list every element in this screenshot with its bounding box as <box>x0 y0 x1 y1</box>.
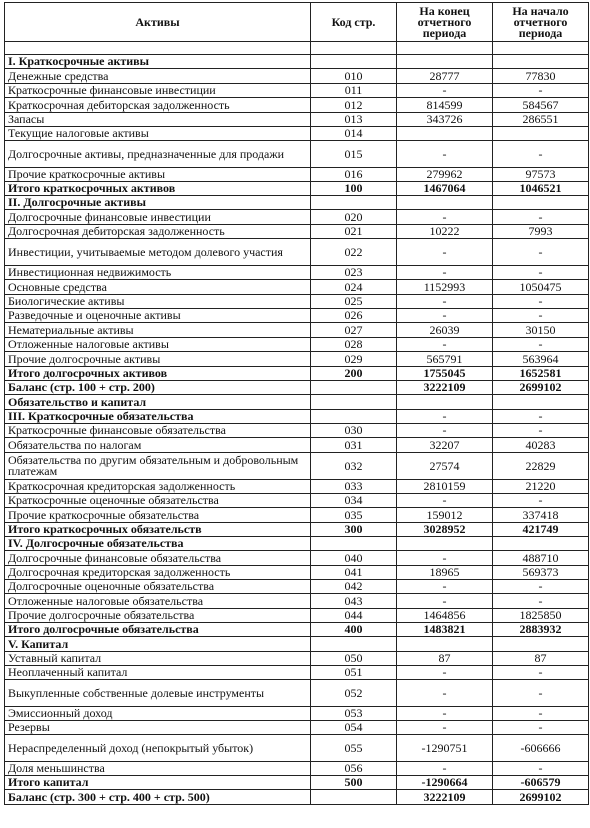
row-name-cell: Выкупленные собственные долевые инструменты <box>5 680 311 707</box>
table-row <box>5 395 589 410</box>
row-end-period-cell: 18965 <box>397 566 493 580</box>
table-row <box>5 127 589 141</box>
row-code-cell: 054 <box>311 721 397 735</box>
row-end-period-cell <box>397 196 493 210</box>
row-start-period-cell: 22829 <box>493 453 589 480</box>
row-start-period-cell: 421749 <box>493 523 589 537</box>
row-start-period-cell: - <box>493 410 589 424</box>
row-code-cell: 025 <box>311 295 397 309</box>
table-header-row <box>5 3 589 42</box>
balance-sheet-table <box>4 2 589 805</box>
spacer-cell <box>5 42 311 55</box>
row-start-period-cell: - <box>493 338 589 352</box>
table-row <box>5 309 589 323</box>
row-code-cell: 021 <box>311 225 397 239</box>
row-start-period-cell <box>493 537 589 551</box>
row-name-cell: Обязательства по другим обязательным и добровольным платежам <box>5 453 311 480</box>
row-start-period-cell: 1825850 <box>493 609 589 623</box>
row-name-cell: Доля меньшинства <box>5 762 311 776</box>
row-code-cell: 030 <box>311 424 397 438</box>
row-start-period-cell: - <box>493 210 589 225</box>
row-code-cell: 012 <box>311 98 397 113</box>
row-end-period-cell: - <box>397 707 493 721</box>
row-code-cell: 010 <box>311 69 397 84</box>
row-end-period-cell: 3028952 <box>397 523 493 537</box>
row-start-period-cell <box>493 395 589 410</box>
row-code-cell: 035 <box>311 508 397 523</box>
table-row <box>5 84 589 98</box>
row-code-cell <box>311 537 397 551</box>
table-row <box>5 735 589 762</box>
row-name-cell: Биологические активы <box>5 295 311 309</box>
row-code-cell <box>311 395 397 410</box>
row-code-cell: 016 <box>311 168 397 182</box>
row-end-period-cell: - <box>397 494 493 508</box>
table-row <box>5 239 589 266</box>
row-name-cell: Итого долгосрочные обязательства <box>5 623 311 637</box>
row-start-period-cell <box>493 196 589 210</box>
row-end-period-cell: - <box>397 410 493 424</box>
row-name-cell: Долгосрочные активы, предназначенные для продажи <box>5 141 311 168</box>
header-assets: Активы <box>5 3 311 42</box>
row-name-cell: Неоплаченный капитал <box>5 666 311 680</box>
table-row <box>5 182 589 196</box>
row-start-period-cell: 286551 <box>493 113 589 127</box>
row-start-period-cell <box>493 637 589 652</box>
row-name-cell: Обязательство и капитал <box>5 395 311 410</box>
row-end-period-cell <box>397 637 493 652</box>
table-row <box>5 551 589 566</box>
row-end-period-cell: - <box>397 594 493 609</box>
row-code-cell: 040 <box>311 551 397 566</box>
row-name-cell: IV. Долгосрочные обязательства <box>5 537 311 551</box>
spacer-cell <box>493 42 589 55</box>
row-name-cell: Итого капитал <box>5 776 311 790</box>
table-row <box>5 113 589 127</box>
table-row <box>5 98 589 113</box>
row-code-cell: 033 <box>311 480 397 494</box>
spacer-cell <box>397 42 493 55</box>
row-code-cell <box>311 55 397 69</box>
row-start-period-cell: 21220 <box>493 480 589 494</box>
row-name-cell: Инвестиции, учитываемые методом долевого участия <box>5 239 311 266</box>
row-end-period-cell: - <box>397 666 493 680</box>
table-row <box>5 55 589 69</box>
row-start-period-cell: 337418 <box>493 508 589 523</box>
row-end-period-cell: 3222109 <box>397 381 493 395</box>
row-name-cell: Отложенные налоговые обязательства <box>5 594 311 609</box>
row-code-cell: 024 <box>311 280 397 295</box>
row-name-cell: Долгосрочная дебиторская задолженность <box>5 225 311 239</box>
row-code-cell: 015 <box>311 141 397 168</box>
row-code-cell: 013 <box>311 113 397 127</box>
row-start-period-cell: 97573 <box>493 168 589 182</box>
row-name-cell: Краткосрочные финансовые обязательства <box>5 424 311 438</box>
table-row <box>5 168 589 182</box>
row-end-period-cell: -1290664 <box>397 776 493 790</box>
row-code-cell: 034 <box>311 494 397 508</box>
row-start-period-cell: 569373 <box>493 566 589 580</box>
row-code-cell: 041 <box>311 566 397 580</box>
row-end-period-cell: 343726 <box>397 113 493 127</box>
row-code-cell: 023 <box>311 266 397 280</box>
row-name-cell: Долгосрочные финансовые обязательства <box>5 551 311 566</box>
table-row <box>5 790 589 805</box>
table-row <box>5 594 589 609</box>
row-start-period-cell: - <box>493 680 589 707</box>
table-row <box>5 680 589 707</box>
row-end-period-cell: -1290751 <box>397 735 493 762</box>
row-end-period-cell: 1755045 <box>397 367 493 381</box>
row-name-cell: Краткосрочная дебиторская задолженность <box>5 98 311 113</box>
table-row <box>5 424 589 438</box>
table-row <box>5 508 589 523</box>
table-row <box>5 266 589 280</box>
row-code-cell: 014 <box>311 127 397 141</box>
row-code-cell: 056 <box>311 762 397 776</box>
row-end-period-cell: - <box>397 141 493 168</box>
row-name-cell: Краткосрочные финансовые инвестиции <box>5 84 311 98</box>
row-end-period-cell: - <box>397 338 493 352</box>
row-name-cell: Отложенные налоговые активы <box>5 338 311 352</box>
table-row <box>5 323 589 338</box>
table-row <box>5 438 589 453</box>
row-end-period-cell <box>397 395 493 410</box>
row-end-period-cell: 159012 <box>397 508 493 523</box>
row-end-period-cell: - <box>397 721 493 735</box>
row-start-period-cell: 2699102 <box>493 790 589 805</box>
row-end-period-cell <box>397 127 493 141</box>
row-name-cell: Нематериальные активы <box>5 323 311 338</box>
row-start-period-cell: - <box>493 266 589 280</box>
row-code-cell <box>311 790 397 805</box>
header-start-period: На начало отчетного периода <box>493 3 589 42</box>
row-start-period-cell: 77830 <box>493 69 589 84</box>
row-code-cell: 100 <box>311 182 397 196</box>
table-row <box>5 367 589 381</box>
table-row <box>5 494 589 508</box>
row-start-period-cell <box>493 55 589 69</box>
row-code-cell: 051 <box>311 666 397 680</box>
row-start-period-cell: - <box>493 239 589 266</box>
table-row <box>5 609 589 623</box>
row-start-period-cell: 2699102 <box>493 381 589 395</box>
row-name-cell: III. Краткосрочные обязательства <box>5 410 311 424</box>
row-code-cell: 026 <box>311 309 397 323</box>
row-code-cell: 052 <box>311 680 397 707</box>
row-code-cell: 200 <box>311 367 397 381</box>
row-start-period-cell: - <box>493 580 589 594</box>
row-name-cell: Уставный капитал <box>5 652 311 666</box>
row-name-cell: Денежные средства <box>5 69 311 84</box>
row-code-cell <box>311 410 397 424</box>
table-row <box>5 338 589 352</box>
row-start-period-cell: - <box>493 762 589 776</box>
row-start-period-cell: 30150 <box>493 323 589 338</box>
row-name-cell: Краткосрочная кредиторская задолженность <box>5 480 311 494</box>
row-end-period-cell: 27574 <box>397 453 493 480</box>
row-end-period-cell: 32207 <box>397 438 493 453</box>
row-start-period-cell: 1046521 <box>493 182 589 196</box>
row-code-cell: 031 <box>311 438 397 453</box>
row-name-cell: Долгосрочная кредиторская задолженность <box>5 566 311 580</box>
table-row <box>5 69 589 84</box>
table-row <box>5 280 589 295</box>
row-start-period-cell: -606579 <box>493 776 589 790</box>
row-start-period-cell <box>493 127 589 141</box>
row-name-cell: Итого краткосрочных активов <box>5 182 311 196</box>
row-end-period-cell <box>397 55 493 69</box>
table-row <box>5 652 589 666</box>
table-row <box>5 721 589 735</box>
table-row <box>5 637 589 652</box>
row-name-cell: Баланс (стр. 100 + стр. 200) <box>5 381 311 395</box>
row-start-period-cell: -606666 <box>493 735 589 762</box>
row-name-cell: I. Краткосрочные активы <box>5 55 311 69</box>
header-code: Код стр. <box>311 3 397 42</box>
row-start-period-cell: 87 <box>493 652 589 666</box>
row-name-cell: Прочие краткосрочные обязательства <box>5 508 311 523</box>
row-name-cell: Итого краткосрочных обязательств <box>5 523 311 537</box>
row-end-period-cell: 28777 <box>397 69 493 84</box>
row-code-cell: 032 <box>311 453 397 480</box>
table-row <box>5 776 589 790</box>
row-end-period-cell: - <box>397 295 493 309</box>
row-code-cell: 053 <box>311 707 397 721</box>
row-name-cell: Долгосрочные финансовые инвестиции <box>5 210 311 225</box>
row-code-cell <box>311 381 397 395</box>
table-row <box>5 666 589 680</box>
row-end-period-cell: - <box>397 266 493 280</box>
row-end-period-cell <box>397 537 493 551</box>
row-start-period-cell: 2883932 <box>493 623 589 637</box>
row-code-cell <box>311 196 397 210</box>
table-header-spacer-row <box>5 42 589 55</box>
row-start-period-cell: - <box>493 707 589 721</box>
row-code-cell: 043 <box>311 594 397 609</box>
row-end-period-cell: 814599 <box>397 98 493 113</box>
row-name-cell: Нераспределенный доход (непокрытый убыток) <box>5 735 311 762</box>
row-code-cell: 029 <box>311 352 397 367</box>
row-name-cell: Разведочные и оценочные активы <box>5 309 311 323</box>
row-end-period-cell: 565791 <box>397 352 493 367</box>
row-name-cell: V. Капитал <box>5 637 311 652</box>
table-row <box>5 580 589 594</box>
row-code-cell: 011 <box>311 84 397 98</box>
row-name-cell: Эмиссионный доход <box>5 707 311 721</box>
row-name-cell: Итого долгосрочных активов <box>5 367 311 381</box>
row-start-period-cell: 1050475 <box>493 280 589 295</box>
table-row <box>5 707 589 721</box>
row-code-cell: 300 <box>311 523 397 537</box>
row-code-cell: 022 <box>311 239 397 266</box>
row-name-cell: Основные средства <box>5 280 311 295</box>
row-name-cell: Запасы <box>5 113 311 127</box>
row-name-cell: Краткосрочные оценочные обязательства <box>5 494 311 508</box>
row-end-period-cell: 279962 <box>397 168 493 182</box>
row-end-period-cell: 1483821 <box>397 623 493 637</box>
row-name-cell: Прочие долгосрочные обязательства <box>5 609 311 623</box>
row-end-period-cell: 1464856 <box>397 609 493 623</box>
table-row <box>5 480 589 494</box>
row-name-cell: Баланс (стр. 300 + стр. 400 + стр. 500) <box>5 790 311 805</box>
row-end-period-cell: - <box>397 680 493 707</box>
table-row <box>5 381 589 395</box>
row-code-cell: 055 <box>311 735 397 762</box>
table-row <box>5 410 589 424</box>
table-row <box>5 295 589 309</box>
row-start-period-cell: - <box>493 424 589 438</box>
row-name-cell: Прочие долгосрочные активы <box>5 352 311 367</box>
row-end-period-cell: - <box>397 580 493 594</box>
row-start-period-cell: 7993 <box>493 225 589 239</box>
row-code-cell <box>311 637 397 652</box>
row-code-cell: 020 <box>311 210 397 225</box>
row-name-cell: II. Долгосрочные активы <box>5 196 311 210</box>
row-start-period-cell: 1652581 <box>493 367 589 381</box>
table-row <box>5 762 589 776</box>
header-end-period: На конец отчетного периода <box>397 3 493 42</box>
row-start-period-cell: - <box>493 666 589 680</box>
row-end-period-cell: 26039 <box>397 323 493 338</box>
table-row <box>5 210 589 225</box>
row-end-period-cell: 3222109 <box>397 790 493 805</box>
row-code-cell: 400 <box>311 623 397 637</box>
row-end-period-cell: - <box>397 210 493 225</box>
row-end-period-cell: - <box>397 239 493 266</box>
row-code-cell: 042 <box>311 580 397 594</box>
row-start-period-cell: - <box>493 721 589 735</box>
row-end-period-cell: - <box>397 762 493 776</box>
row-start-period-cell: - <box>493 594 589 609</box>
table-row <box>5 523 589 537</box>
row-start-period-cell: 584567 <box>493 98 589 113</box>
row-code-cell: 044 <box>311 609 397 623</box>
table-row <box>5 196 589 210</box>
row-end-period-cell: - <box>397 84 493 98</box>
table-row <box>5 141 589 168</box>
row-end-period-cell: 1152993 <box>397 280 493 295</box>
row-end-period-cell: - <box>397 424 493 438</box>
row-start-period-cell: - <box>493 309 589 323</box>
row-start-period-cell: 40283 <box>493 438 589 453</box>
row-start-period-cell: - <box>493 494 589 508</box>
row-name-cell: Долгосрочные оценочные обязательства <box>5 580 311 594</box>
row-name-cell: Текущие налоговые активы <box>5 127 311 141</box>
row-end-period-cell: - <box>397 551 493 566</box>
row-start-period-cell: 488710 <box>493 551 589 566</box>
row-name-cell: Инвестиционная недвижимость <box>5 266 311 280</box>
row-code-cell: 027 <box>311 323 397 338</box>
row-end-period-cell: - <box>397 309 493 323</box>
row-end-period-cell: 2810159 <box>397 480 493 494</box>
row-name-cell: Резервы <box>5 721 311 735</box>
table-row <box>5 537 589 551</box>
row-start-period-cell: 563964 <box>493 352 589 367</box>
row-name-cell: Обязательства по налогам <box>5 438 311 453</box>
table-row <box>5 352 589 367</box>
row-code-cell: 028 <box>311 338 397 352</box>
row-start-period-cell: - <box>493 141 589 168</box>
row-end-period-cell: 10222 <box>397 225 493 239</box>
row-code-cell: 050 <box>311 652 397 666</box>
table-row <box>5 225 589 239</box>
table-row <box>5 566 589 580</box>
spacer-cell <box>311 42 397 55</box>
table-row <box>5 453 589 480</box>
row-start-period-cell: - <box>493 84 589 98</box>
row-end-period-cell: 87 <box>397 652 493 666</box>
row-start-period-cell: - <box>493 295 589 309</box>
table-body <box>5 55 589 805</box>
row-code-cell: 500 <box>311 776 397 790</box>
row-end-period-cell: 1467064 <box>397 182 493 196</box>
table-row <box>5 623 589 637</box>
row-name-cell: Прочие краткосрочные активы <box>5 168 311 182</box>
